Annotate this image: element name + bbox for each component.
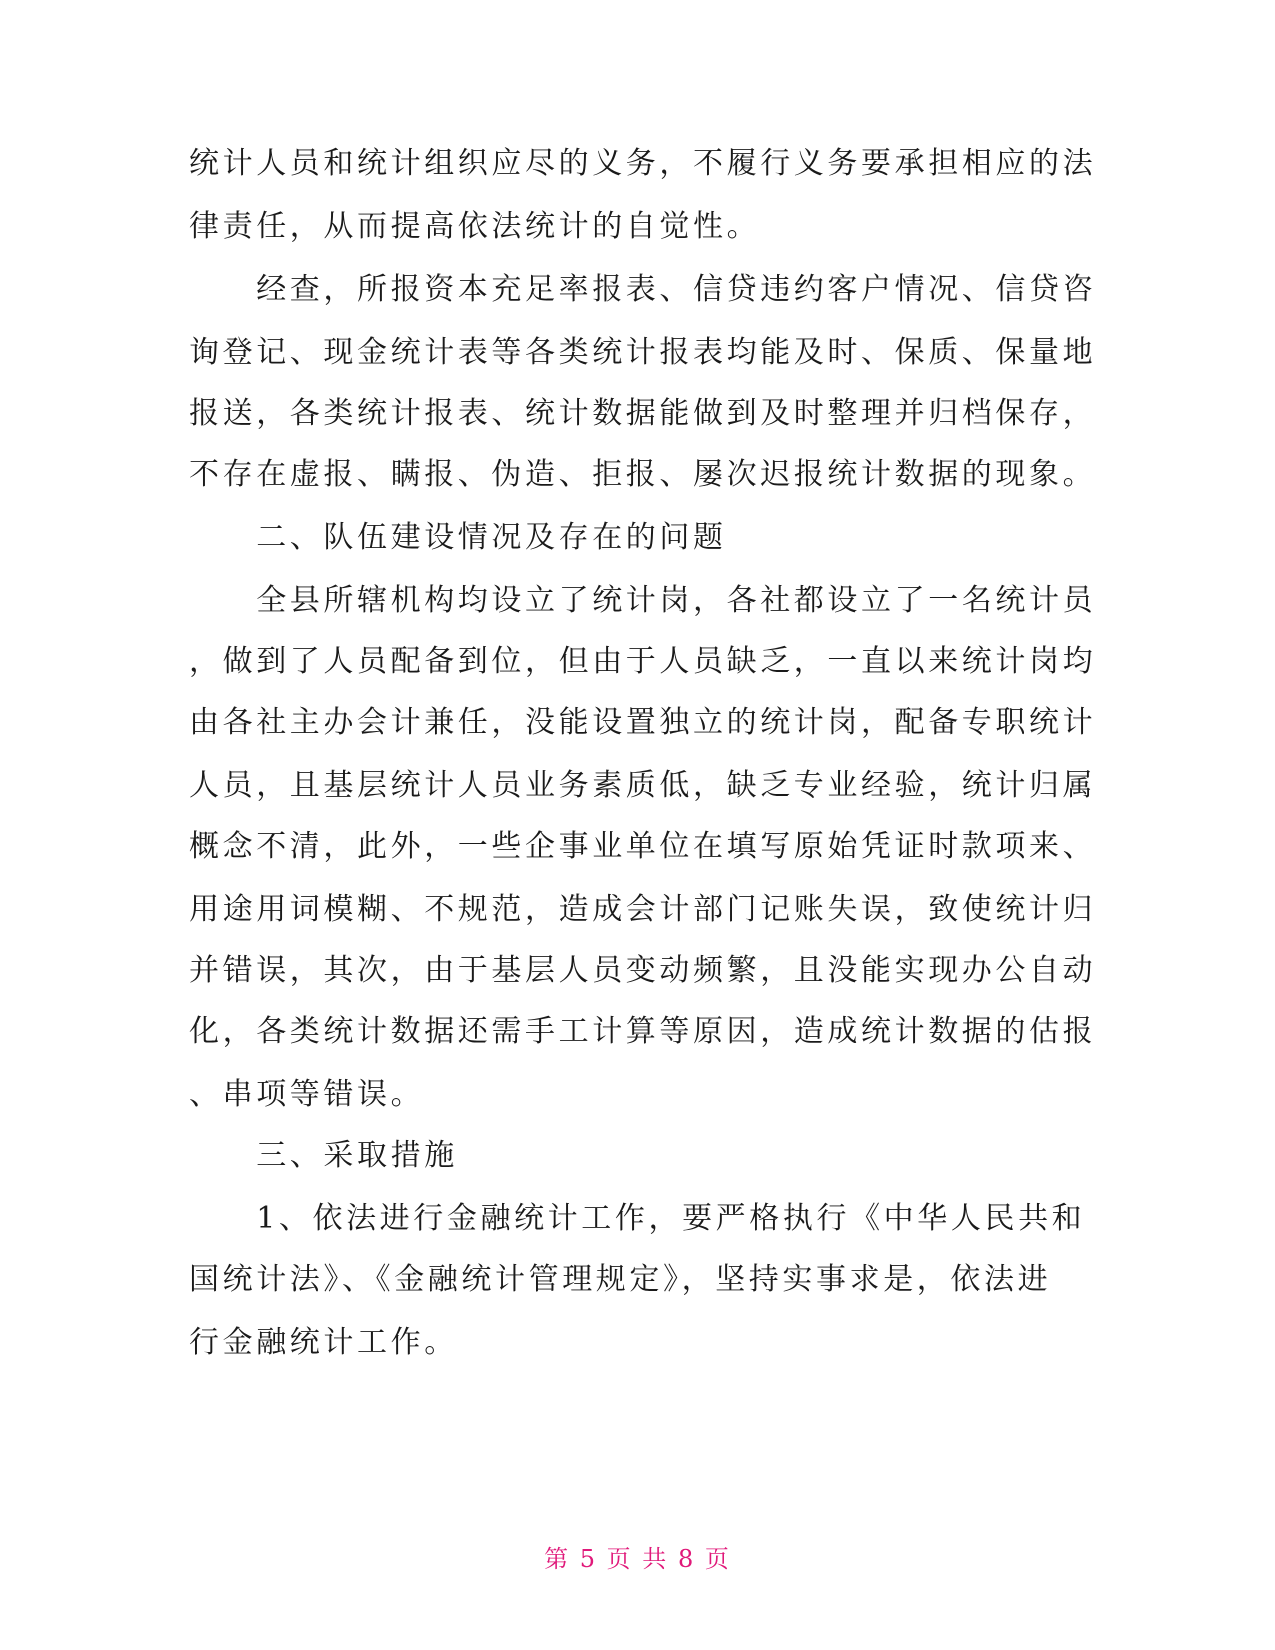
body-line: 统计人员和统计组织应尽的义务，不履行义务要承担相应的法 xyxy=(189,146,1097,181)
body-line: 概念不清，此外，一些企事业单位在填写原始凭证时款项来、 xyxy=(189,829,1097,864)
body-line: 由各社主办会计兼任，没能设置独立的统计岗，配备专职统计 xyxy=(189,705,1097,740)
body-line: 用途用词模糊、不规范，造成会计部门记账失误，致使统计归 xyxy=(189,892,1097,927)
body-line: 、串项等错误。 xyxy=(189,1077,425,1112)
body-line: 经查，所报资本充足率报表、信贷违约客户情况、信贷咨 xyxy=(189,272,1097,307)
body-line: 全县所辖机构均设立了统计岗，各社都设立了一名统计员 xyxy=(189,583,1097,618)
body-line: 国统计法》、《金融统计管理规定》，坚持实事求是，依法进 xyxy=(189,1262,1052,1297)
body-line: 人员，且基层统计人员业务素质低，缺乏专业经验，统计归属 xyxy=(189,768,1097,803)
section-heading: 二、队伍建设情况及存在的问题 xyxy=(189,520,727,555)
body-line: 询登记、现金统计表等各类统计报表均能及时、保质、保量地 xyxy=(189,335,1097,370)
body-line: 并错误，其次，由于基层人员变动频繁，且没能实现办公自动 xyxy=(189,953,1097,988)
section-heading: 三、采取措施 xyxy=(189,1138,458,1173)
body-line: 化，各类统计数据还需手工计算等原因，造成统计数据的估报 xyxy=(189,1014,1097,1049)
body-line: 律责任，从而提高依法统计的自觉性。 xyxy=(189,209,761,244)
page-number-footer: 第 5 页 共 8 页 xyxy=(544,1545,731,1573)
body-line: 行金融统计工作。 xyxy=(189,1325,458,1360)
body-line: 报送，各类统计报表、统计数据能做到及时整理并归档保存， xyxy=(189,396,1097,431)
body-line: 不存在虚报、瞒报、伪造、拒报、屡次迟报统计数据的现象。 xyxy=(189,457,1097,492)
body-line: 1、依法进行金融统计工作，要严格执行《中华人民共和 xyxy=(189,1201,1086,1236)
body-line: ，做到了人员配备到位，但由于人员缺乏，一直以来统计岗均 xyxy=(189,644,1097,679)
